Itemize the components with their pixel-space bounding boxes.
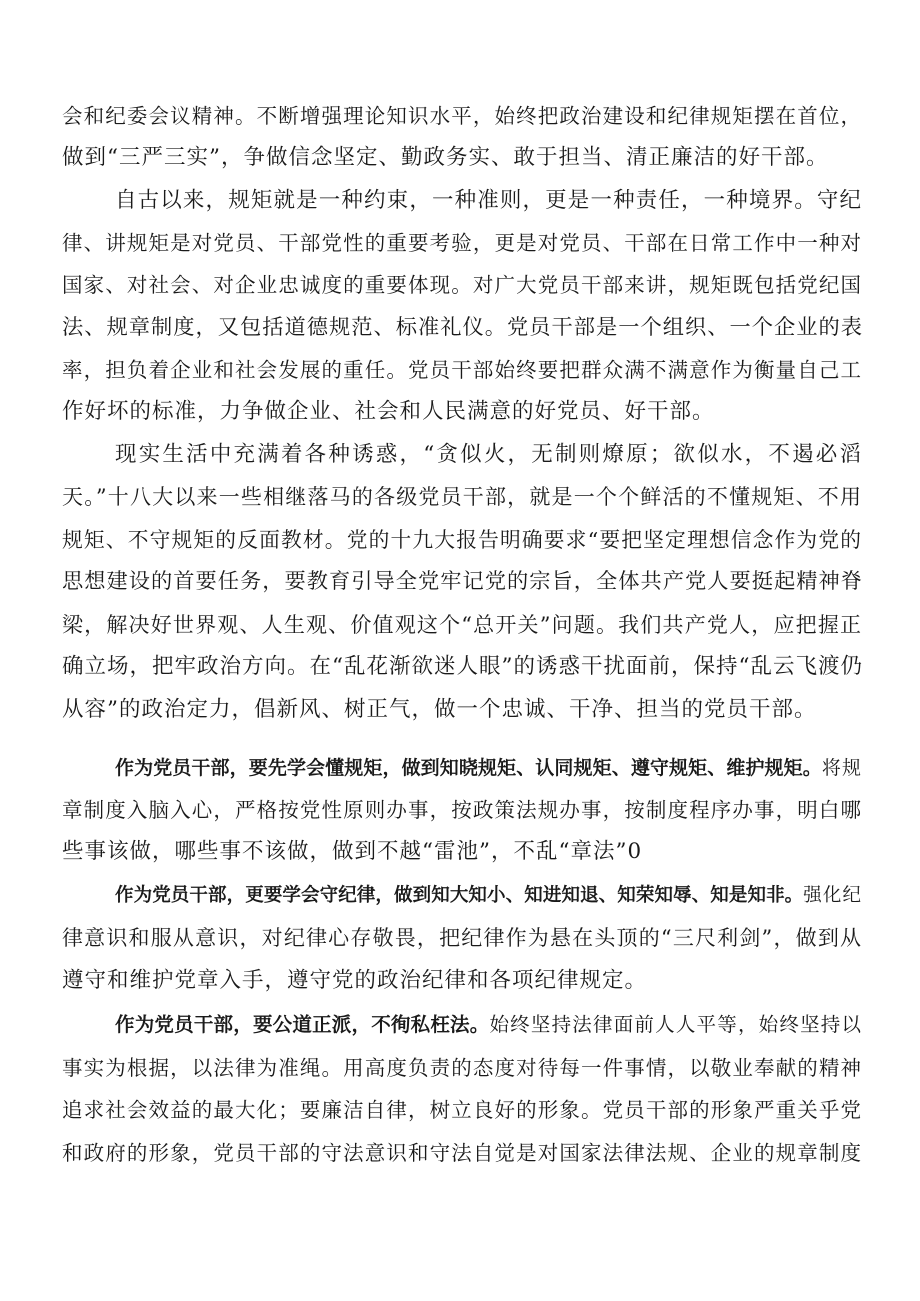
text-line: 自古以来，规矩就是一种约束，一种准则，更是一种责任，一种境界。守纪 bbox=[115, 188, 862, 213]
text-line: 天。”十八大以来一些相继落马的各级党员干部，就是一个个鲜活的不懂规矩、不用 bbox=[62, 485, 862, 509]
lead-line bbox=[115, 750, 862, 786]
text-line: 会和纪委会议精神。不断增强理论知识水平，始终把政治建设和纪律规矩摆在首位， bbox=[62, 104, 862, 128]
text-line: 遵守和维护党章入手，遵守党的政治纪律和各项纪律规定。 bbox=[62, 968, 648, 993]
text-line: 事实为根据，以法律为准绳。用高度负责的态度对待每一件事情，以敬业奉献的精神 bbox=[62, 1056, 862, 1080]
text-line: 作好坏的标准，力争做企业、社会和人民满意的好党员、好干部。 bbox=[62, 399, 715, 424]
text-line: 思想建设的首要任务，要教育引导全党牢记党的宗旨，全体共产党人要挺起精神脊 bbox=[62, 569, 864, 594]
text-line: 追求社会效益的最大化；要廉洁自律，树立良好的形象。党员干部的形象严重关乎党 bbox=[62, 1098, 862, 1122]
text-line: 现实生活中充满着各种诱惑，“贪似火，无制则燎原；欲似水，不遏必滔 bbox=[115, 442, 862, 467]
text-line: 规矩、不守规矩的反面教材。党的十九大报告明确要求“要把坚定理想信念作为党的 bbox=[62, 528, 862, 552]
bold-lead: 作为党员干部，更要学会守纪律，做到知大知小、知进知退、知荣知辱、知是知非。 bbox=[115, 885, 804, 906]
text-line: 和政府的形象，党员干部的守法意识和守法自觉是对国家法律法规、企业的规章制度 bbox=[62, 1141, 862, 1165]
text-line: 做到“三严三实”，争做信念坚定、勤政务实、敢于担当、清正廉洁的好干部。 bbox=[62, 145, 829, 170]
text-line: 章制度入脑入心，严格按党性原则办事，按政策法规办事，按制度程序办事，明白哪 bbox=[62, 798, 862, 822]
lead-tail: 强化纪 bbox=[803, 885, 862, 906]
text-line: 法、规章制度，又包括道德规范、标准礼仪。党员干部是一个组织、一个企业的表 bbox=[62, 315, 864, 340]
text-line: 从容”的政治定力，倡新风、树正气，做一个忠诚、干净、担当的党员干部。 bbox=[62, 697, 817, 722]
bold-lead: 作为党员干部，要公道正派，不徇私枉法。 bbox=[115, 1013, 490, 1036]
text-line: 率，担负着企业和社会发展的重任。党员干部始终要把群众满不满意作为衡量自己工 bbox=[62, 358, 862, 382]
text-line: 律意识和服从意识，对纪律心存敬畏，把纪律作为悬在头顶的“三尺利剑”，做到从 bbox=[62, 926, 862, 950]
text-line: 律、讲规矩是对党员、干部党性的重要考验，更是对党员、干部在日常工作中一种对 bbox=[62, 231, 862, 255]
lead-tail: 始终坚持法律面前人人平等，始终坚持以 bbox=[489, 1013, 862, 1036]
bold-lead: 作为党员干部，要先学会懂规矩，做到知晓规矩、认同规矩、遵守规矩、维护规矩。 bbox=[115, 757, 822, 779]
text-line: 些事该做，哪些事不该做，做到不越“雷池”，不乱“章法”0 bbox=[62, 839, 643, 864]
lead-line bbox=[115, 1007, 862, 1043]
lead-tail: 将规 bbox=[821, 757, 862, 779]
text-line: 国家、对社会、对企业忠诚度的重要体现。对广大党员干部来讲，规矩既包括党纪国 bbox=[62, 273, 862, 297]
text-line: 梁，解决好世界观、人生观、价值观这个“总开关”问题。我们共产党人，应把握正 bbox=[62, 613, 862, 637]
text-line: 确立场，把牢政治方向。在“乱花渐欲迷人眼”的诱惑干扰面前，保持“乱云飞渡仍 bbox=[62, 654, 863, 679]
lead-line bbox=[115, 878, 862, 914]
